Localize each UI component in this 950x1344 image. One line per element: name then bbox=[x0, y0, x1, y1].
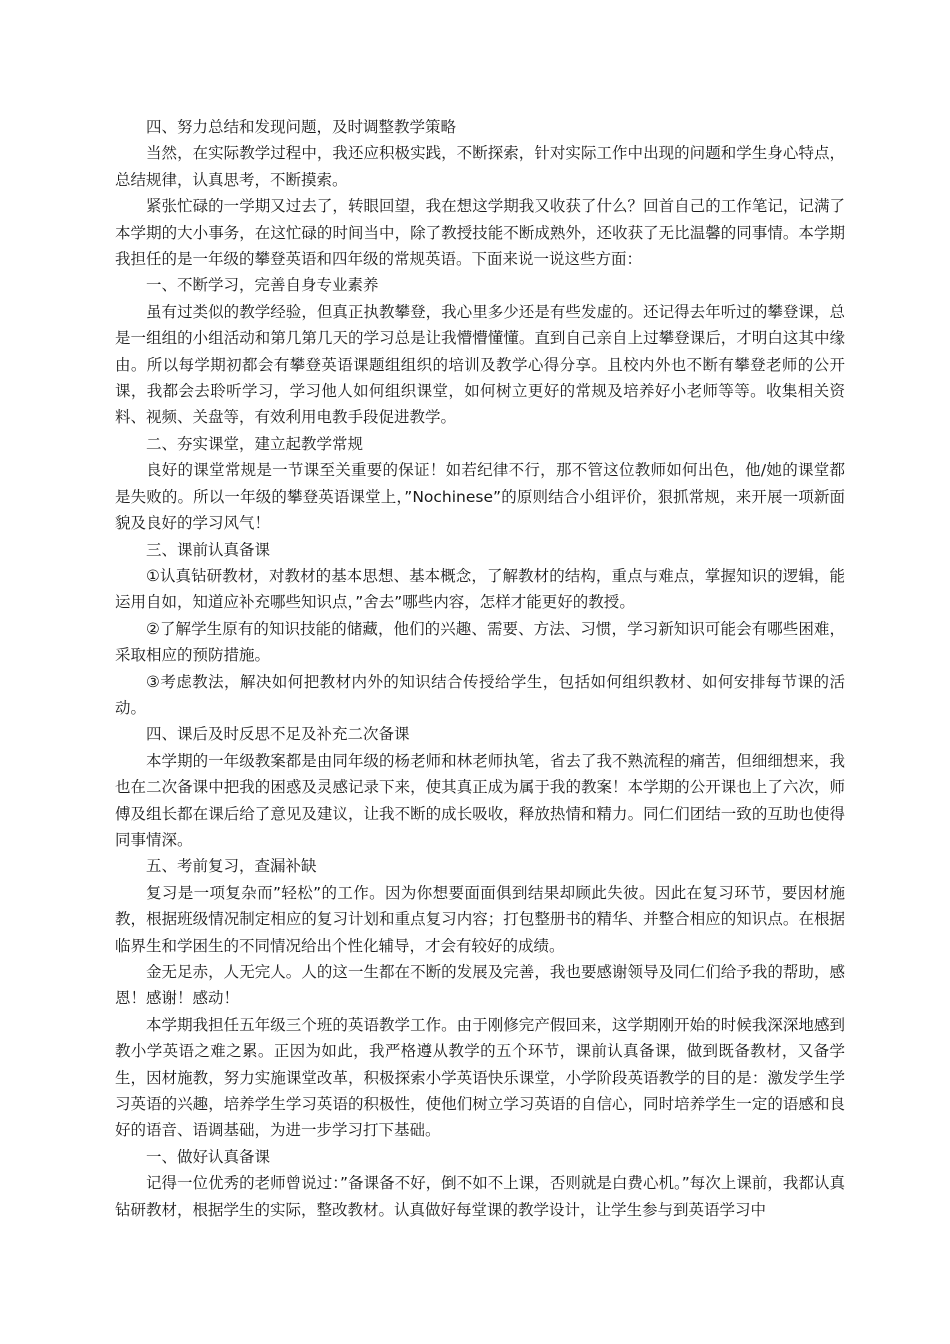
section-heading: 四、努力总结和发现问题，及时调整教学策略 bbox=[146, 118, 457, 136]
paragraph: 当然，在实际教学过程中，我还应积极实践，不断探索，针对实际工作中出现的问题和学生身心特点，总结规律，认真思考，不断摸索。 bbox=[115, 144, 845, 189]
document-body bbox=[115, 114, 845, 1223]
paragraph: 记得一位优秀的老师曾说过：”备课备不好，倒不如不上课，否则就是白费心机。”每次上课前，我都认真钻研教材，根据学生的实际，整改教材。认真做好每堂课的教学设计，让学生参与到英语学习中 bbox=[115, 1174, 845, 1219]
paragraph: 良好的课堂常规是一节课至关重要的保证！如若纪律不行，那不管这位教师如何出色，他/她的课堂都是失败的。所以一年级的攀登英语课堂上，”Nochinese”的原则结合小组评价，狠抓常规，来开展一项新面貌及良好的学习风气！ bbox=[115, 461, 845, 533]
section-heading: 一、不断学习，完善自身专业素养 bbox=[146, 276, 379, 295]
paragraph: 金无足赤，人无完人。人的这一生都在不断的发展及完善，我也要感谢领导及同仁们给予我的帮助，感恩！感谢！感动！ bbox=[115, 963, 845, 1008]
paragraph: 复习是一项复杂而”轻松”的工作。因为你想要面面俱到结果却顾此失彼。因此在复习环节，要因材施教，根据班级情况制定相应的复习计划和重点复习内容；打包整册书的精华、并整合相应的知识点。在根据临界生和学困生的不同情况给出个性化辅导，才会有较好的成绩。 bbox=[115, 883, 845, 955]
section-heading: 一、做好认真备课 bbox=[146, 1147, 271, 1166]
paragraph: 紧张忙碌的一学期又过去了，转眼回望，我在想这学期我又收获了什么？回首自己的工作笔记，记满了本学期的大小事务，在这忙碌的时间当中，除了教授技能不断成熟外，还收获了无比温馨的同事情。本学期我担任的是一年级的攀登英语和四年级的常规英语。下面来说一说这些方面： bbox=[115, 197, 845, 269]
paragraph: 本学期我担任五年级三个班的英语教学工作。由于刚修完产假回来，这学期刚开始的时候我深深地感到教小学英语之难之累。正因为如此，我严格遵从教学的五个环节，课前认真备课，做到既备教材，又备学生，因材施教，努力实施课堂改革，积极探索小学英语快乐课堂，小学阶段英语教学的目的是：激发学生学习英语的兴趣，培养学生学习英语的积极性，使他们树立学习英语的自信心，同时培养学生一定的语感和良好的语音、语调基础，为进一步学习打下基础。 bbox=[115, 1015, 845, 1140]
paragraph: 本学期的一年级教案都是由同年级的杨老师和林老师执笔，省去了我不熟流程的痛苦，但细细想来，我也在二次备课中把我的困惑及灵感记录下来，使其真正成为属于我的教案！本学期的公开课也上了六次，师傅及组长都在课后给了意见及建议，让我不断的成长吸收，释放热情和精力。同仁们团结一致的互助也使得同事情深。 bbox=[115, 751, 845, 849]
section-heading: 二、夯实课堂，建立起教学常规 bbox=[146, 434, 364, 453]
paragraph: 虽有过类似的教学经验，但真正执教攀登，我心里多少还是有些发虚的。还记得去年听过的攀登课，总是一组组的小组活动和第几第几天的学习总是让我懵懵懂懂。直到自己亲自上过攀登课后，才明白这其中缘由。所以每学期初都会有攀登英语课题组组织的培训及教学心得分享。且校内外也不断有攀登老师的公开课，我都会去聆听学习，学习他人如何组织课堂，如何树立更好的常规及培养好小老师等等。收集相关资料、视频、关盘等，有效利用电教手段促进教学。 bbox=[115, 302, 845, 427]
section-heading: 三、课前认真备课 bbox=[146, 540, 271, 559]
paragraph: ②了解学生原有的知识技能的储藏，他们的兴趣、需要、方法、习惯，学习新知识可能会有哪些困难，采取相应的预防措施。 bbox=[115, 619, 845, 665]
paragraph: ③考虑教法，解决如何把教材内外的知识结合传授给学生，包括如何组织教材、如何安排每节课的活动。 bbox=[115, 672, 845, 717]
section-heading: 五、考前复习，查漏补缺 bbox=[146, 857, 317, 876]
paragraph: ①认真钻研教材，对教材的基本思想、基本概念，了解教材的结构，重点与难点，掌握知识的逻辑，能运用自如，知道应补充哪些知识点，”舍去”哪些内容，怎样才能更好的教授。 bbox=[115, 566, 845, 612]
section-heading: 四、课后及时反思不足及补充二次备课 bbox=[146, 725, 410, 744]
